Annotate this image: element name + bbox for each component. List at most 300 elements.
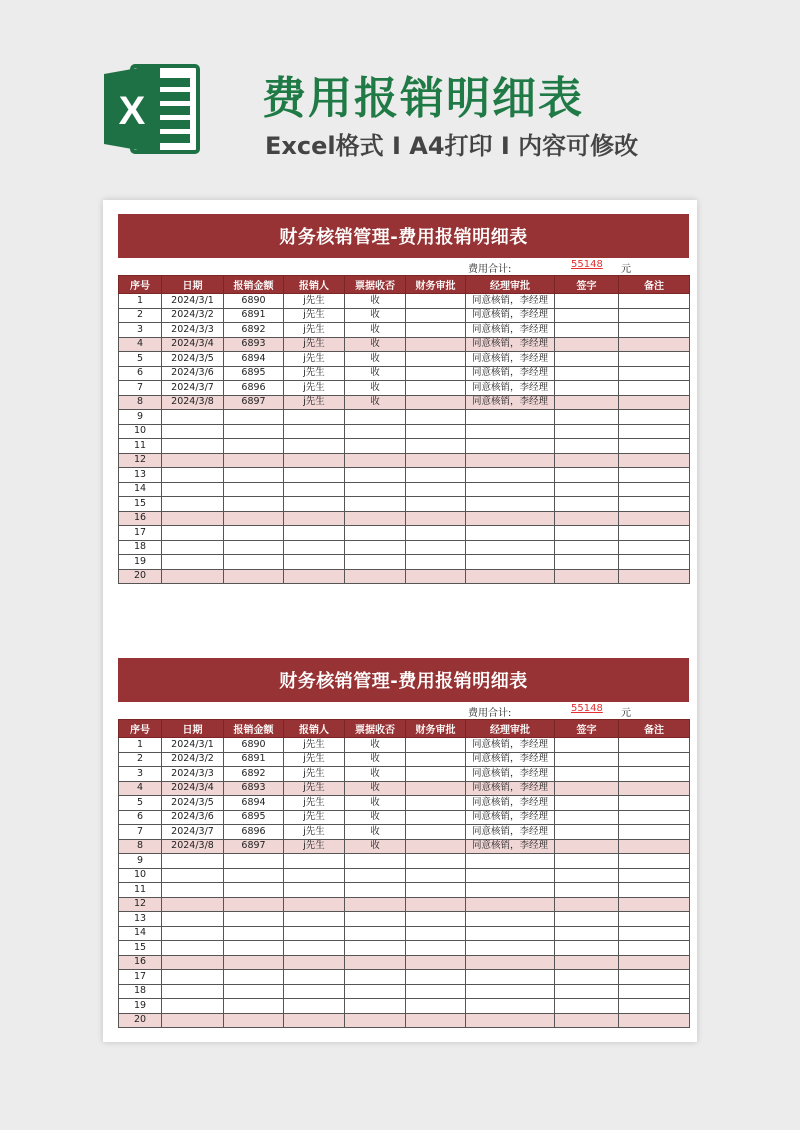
table-cell[interactable] [224, 941, 284, 956]
table-cell[interactable] [555, 555, 619, 570]
table-cell[interactable] [555, 468, 619, 483]
table-cell[interactable]: 收 [345, 337, 406, 352]
table-cell[interactable] [466, 854, 555, 869]
table-cell[interactable] [284, 526, 345, 541]
table-cell[interactable] [555, 752, 619, 767]
table-cell[interactable] [345, 439, 406, 454]
table-cell[interactable]: 2024/3/3 [162, 323, 224, 338]
table-cell[interactable] [619, 883, 690, 898]
table-cell[interactable] [619, 955, 690, 970]
table-cell[interactable] [406, 526, 466, 541]
table-cell[interactable] [284, 482, 345, 497]
table-cell[interactable] [619, 555, 690, 570]
table-cell[interactable] [162, 439, 224, 454]
table-cell[interactable] [345, 941, 406, 956]
table-cell[interactable] [162, 497, 224, 512]
table-cell[interactable] [555, 366, 619, 381]
table-cell[interactable] [345, 970, 406, 985]
table-cell[interactable] [162, 468, 224, 483]
table-cell[interactable] [162, 1013, 224, 1028]
table-cell[interactable] [555, 868, 619, 883]
table-cell[interactable] [224, 555, 284, 570]
table-cell[interactable] [406, 352, 466, 367]
table-cell[interactable]: 2024/3/7 [162, 825, 224, 840]
table-cell[interactable] [619, 825, 690, 840]
table-cell[interactable] [619, 308, 690, 323]
table-cell[interactable] [162, 955, 224, 970]
table-cell[interactable]: j先生 [284, 308, 345, 323]
table-cell[interactable]: 同意核销，李经理 [466, 839, 555, 854]
table-cell[interactable] [284, 912, 345, 927]
table-cell[interactable]: 收 [345, 839, 406, 854]
table-cell[interactable]: j先生 [284, 825, 345, 840]
table-cell[interactable]: 同意核销，李经理 [466, 294, 555, 309]
table-cell[interactable] [284, 424, 345, 439]
table-cell[interactable] [284, 555, 345, 570]
table-cell[interactable]: 同意核销，李经理 [466, 767, 555, 782]
table-cell[interactable]: 同意核销，李经理 [466, 308, 555, 323]
table-cell[interactable] [406, 381, 466, 396]
table-cell[interactable] [224, 439, 284, 454]
table-cell[interactable] [224, 424, 284, 439]
table-cell[interactable] [406, 308, 466, 323]
table-cell[interactable]: 2024/3/8 [162, 395, 224, 410]
table-cell[interactable] [619, 796, 690, 811]
table-cell[interactable] [555, 569, 619, 584]
table-cell[interactable]: 同意核销，李经理 [466, 781, 555, 796]
table-cell[interactable]: 6893 [224, 781, 284, 796]
table-cell[interactable] [555, 897, 619, 912]
table-cell[interactable] [406, 410, 466, 425]
table-cell[interactable] [406, 970, 466, 985]
table-cell[interactable] [555, 352, 619, 367]
table-cell[interactable]: j先生 [284, 294, 345, 309]
table-cell[interactable] [555, 926, 619, 941]
table-cell[interactable]: j先生 [284, 366, 345, 381]
table-cell[interactable]: 同意核销，李经理 [466, 825, 555, 840]
table-cell[interactable] [466, 984, 555, 999]
table-cell[interactable] [619, 294, 690, 309]
table-cell[interactable] [466, 439, 555, 454]
table-cell[interactable]: 6892 [224, 767, 284, 782]
table-cell[interactable] [555, 294, 619, 309]
table-cell[interactable] [466, 424, 555, 439]
table-cell[interactable] [555, 395, 619, 410]
table-cell[interactable] [345, 569, 406, 584]
table-cell[interactable] [406, 294, 466, 309]
table-cell[interactable] [406, 984, 466, 999]
table-cell[interactable] [619, 738, 690, 753]
table-cell[interactable] [345, 926, 406, 941]
table-cell[interactable] [466, 569, 555, 584]
table-cell[interactable] [555, 912, 619, 927]
table-cell[interactable] [406, 767, 466, 782]
table-cell[interactable] [555, 526, 619, 541]
table-cell[interactable] [406, 540, 466, 555]
table-cell[interactable] [345, 555, 406, 570]
table-cell[interactable] [619, 999, 690, 1014]
table-cell[interactable] [555, 1013, 619, 1028]
table-cell[interactable] [284, 897, 345, 912]
table-cell[interactable] [345, 868, 406, 883]
table-cell[interactable] [284, 970, 345, 985]
table-cell[interactable] [619, 912, 690, 927]
table-cell[interactable]: 同意核销，李经理 [466, 323, 555, 338]
table-cell[interactable] [406, 825, 466, 840]
table-cell[interactable] [284, 868, 345, 883]
table-cell[interactable] [162, 926, 224, 941]
table-cell[interactable] [284, 511, 345, 526]
table-cell[interactable] [406, 897, 466, 912]
table-cell[interactable]: j先生 [284, 767, 345, 782]
table-cell[interactable]: 6897 [224, 395, 284, 410]
table-cell[interactable] [619, 926, 690, 941]
table-cell[interactable] [345, 497, 406, 512]
table-cell[interactable] [555, 497, 619, 512]
table-cell[interactable] [555, 984, 619, 999]
table-cell[interactable] [406, 497, 466, 512]
table-cell[interactable] [284, 1013, 345, 1028]
table-cell[interactable]: 收 [345, 381, 406, 396]
table-cell[interactable]: j先生 [284, 796, 345, 811]
table-cell[interactable] [224, 912, 284, 927]
table-cell[interactable]: 6893 [224, 337, 284, 352]
table-cell[interactable] [619, 424, 690, 439]
table-cell[interactable] [284, 941, 345, 956]
table-cell[interactable] [406, 511, 466, 526]
table-cell[interactable] [224, 955, 284, 970]
table-cell[interactable]: j先生 [284, 839, 345, 854]
table-cell[interactable]: 同意核销，李经理 [466, 738, 555, 753]
table-cell[interactable] [555, 955, 619, 970]
table-cell[interactable] [224, 999, 284, 1014]
table-cell[interactable] [466, 955, 555, 970]
table-cell[interactable]: j先生 [284, 323, 345, 338]
table-cell[interactable] [284, 497, 345, 512]
table-cell[interactable] [619, 854, 690, 869]
table-cell[interactable] [162, 410, 224, 425]
table-cell[interactable]: 同意核销，李经理 [466, 796, 555, 811]
table-cell[interactable] [345, 854, 406, 869]
table-cell[interactable]: j先生 [284, 352, 345, 367]
table-cell[interactable] [224, 497, 284, 512]
table-cell[interactable] [555, 439, 619, 454]
table-cell[interactable] [162, 555, 224, 570]
table-cell[interactable] [224, 883, 284, 898]
table-cell[interactable] [284, 453, 345, 468]
table-cell[interactable]: 收 [345, 738, 406, 753]
table-cell[interactable]: 6891 [224, 752, 284, 767]
table-cell[interactable] [284, 999, 345, 1014]
table-cell[interactable] [162, 999, 224, 1014]
table-cell[interactable] [619, 970, 690, 985]
table-cell[interactable] [406, 912, 466, 927]
table-cell[interactable] [224, 926, 284, 941]
table-cell[interactable]: 2024/3/8 [162, 839, 224, 854]
table-cell[interactable] [406, 366, 466, 381]
table-cell[interactable] [406, 555, 466, 570]
table-cell[interactable] [345, 1013, 406, 1028]
table-cell[interactable] [619, 897, 690, 912]
table-cell[interactable]: 6894 [224, 352, 284, 367]
table-cell[interactable]: 收 [345, 767, 406, 782]
table-cell[interactable] [466, 555, 555, 570]
table-cell[interactable] [619, 366, 690, 381]
table-cell[interactable] [466, 526, 555, 541]
table-cell[interactable] [555, 854, 619, 869]
table-cell[interactable] [345, 526, 406, 541]
table-cell[interactable] [162, 912, 224, 927]
table-cell[interactable]: 2024/3/6 [162, 366, 224, 381]
table-cell[interactable] [555, 323, 619, 338]
total-value[interactable]: 55148 [571, 259, 603, 270]
table-cell[interactable] [406, 482, 466, 497]
table-cell[interactable] [619, 526, 690, 541]
table-cell[interactable] [345, 984, 406, 999]
table-cell[interactable]: 2024/3/4 [162, 781, 224, 796]
table-cell[interactable] [284, 854, 345, 869]
table-cell[interactable] [345, 410, 406, 425]
table-cell[interactable] [224, 897, 284, 912]
table-cell[interactable] [406, 752, 466, 767]
table-cell[interactable] [619, 439, 690, 454]
table-cell[interactable] [224, 526, 284, 541]
table-cell[interactable]: 收 [345, 825, 406, 840]
table-cell[interactable]: 2024/3/2 [162, 752, 224, 767]
table-cell[interactable] [619, 381, 690, 396]
table-cell[interactable]: 收 [345, 796, 406, 811]
table-cell[interactable] [619, 468, 690, 483]
table-cell[interactable] [224, 482, 284, 497]
table-cell[interactable]: 同意核销，李经理 [466, 352, 555, 367]
table-cell[interactable] [466, 912, 555, 927]
table-cell[interactable] [619, 941, 690, 956]
table-cell[interactable]: 6891 [224, 308, 284, 323]
table-cell[interactable]: 收 [345, 294, 406, 309]
table-cell[interactable] [555, 941, 619, 956]
table-cell[interactable] [284, 955, 345, 970]
table-cell[interactable]: 2024/3/2 [162, 308, 224, 323]
table-cell[interactable] [284, 540, 345, 555]
table-cell[interactable] [555, 453, 619, 468]
table-cell[interactable] [619, 511, 690, 526]
table-cell[interactable] [619, 810, 690, 825]
table-cell[interactable] [345, 453, 406, 468]
table-cell[interactable]: 6890 [224, 738, 284, 753]
table-cell[interactable] [406, 323, 466, 338]
table-cell[interactable]: j先生 [284, 337, 345, 352]
table-cell[interactable] [284, 439, 345, 454]
table-cell[interactable] [619, 839, 690, 854]
table-cell[interactable] [619, 781, 690, 796]
table-cell[interactable] [284, 468, 345, 483]
table-cell[interactable] [224, 984, 284, 999]
table-cell[interactable] [162, 526, 224, 541]
table-cell[interactable] [406, 810, 466, 825]
table-cell[interactable] [284, 569, 345, 584]
table-cell[interactable]: j先生 [284, 752, 345, 767]
table-cell[interactable]: 同意核销，李经理 [466, 810, 555, 825]
table-cell[interactable] [619, 767, 690, 782]
table-cell[interactable] [345, 912, 406, 927]
table-cell[interactable] [555, 825, 619, 840]
table-cell[interactable] [162, 984, 224, 999]
table-cell[interactable] [406, 439, 466, 454]
table-cell[interactable] [406, 926, 466, 941]
table-cell[interactable] [466, 453, 555, 468]
table-cell[interactable] [345, 955, 406, 970]
table-cell[interactable] [345, 482, 406, 497]
table-cell[interactable] [466, 540, 555, 555]
table-cell[interactable] [619, 410, 690, 425]
table-cell[interactable] [406, 955, 466, 970]
table-cell[interactable] [555, 883, 619, 898]
table-cell[interactable] [619, 482, 690, 497]
table-cell[interactable] [224, 868, 284, 883]
table-cell[interactable] [224, 410, 284, 425]
table-cell[interactable] [466, 410, 555, 425]
table-cell[interactable] [162, 941, 224, 956]
table-cell[interactable]: 2024/3/3 [162, 767, 224, 782]
table-cell[interactable]: j先生 [284, 781, 345, 796]
table-cell[interactable] [406, 453, 466, 468]
table-cell[interactable] [619, 323, 690, 338]
table-cell[interactable] [555, 781, 619, 796]
table-cell[interactable] [345, 883, 406, 898]
table-cell[interactable] [162, 453, 224, 468]
table-cell[interactable]: j先生 [284, 810, 345, 825]
table-cell[interactable] [162, 897, 224, 912]
table-cell[interactable]: 收 [345, 323, 406, 338]
table-cell[interactable] [466, 1013, 555, 1028]
table-cell[interactable] [555, 337, 619, 352]
table-cell[interactable] [406, 941, 466, 956]
table-cell[interactable] [555, 410, 619, 425]
table-cell[interactable] [619, 352, 690, 367]
table-cell[interactable] [619, 337, 690, 352]
table-cell[interactable]: j先生 [284, 395, 345, 410]
table-cell[interactable] [555, 767, 619, 782]
table-cell[interactable] [619, 752, 690, 767]
table-cell[interactable]: j先生 [284, 381, 345, 396]
table-cell[interactable] [619, 868, 690, 883]
table-cell[interactable] [619, 569, 690, 584]
table-cell[interactable]: 收 [345, 395, 406, 410]
table-cell[interactable]: 6897 [224, 839, 284, 854]
table-cell[interactable] [555, 738, 619, 753]
table-cell[interactable] [406, 337, 466, 352]
total-value[interactable]: 55148 [571, 703, 603, 714]
table-cell[interactable]: 6894 [224, 796, 284, 811]
table-cell[interactable] [224, 854, 284, 869]
table-cell[interactable] [555, 511, 619, 526]
table-cell[interactable] [224, 453, 284, 468]
table-cell[interactable] [224, 1013, 284, 1028]
table-cell[interactable] [345, 540, 406, 555]
table-cell[interactable] [406, 781, 466, 796]
table-cell[interactable] [406, 839, 466, 854]
table-cell[interactable] [466, 883, 555, 898]
table-cell[interactable] [284, 883, 345, 898]
table-cell[interactable] [162, 569, 224, 584]
table-cell[interactable] [162, 854, 224, 869]
table-cell[interactable] [224, 970, 284, 985]
table-cell[interactable]: 6892 [224, 323, 284, 338]
table-cell[interactable] [555, 810, 619, 825]
table-cell[interactable] [466, 941, 555, 956]
table-cell[interactable] [555, 839, 619, 854]
table-cell[interactable] [406, 468, 466, 483]
table-cell[interactable] [345, 511, 406, 526]
table-cell[interactable]: 收 [345, 352, 406, 367]
table-cell[interactable] [466, 999, 555, 1014]
table-cell[interactable] [224, 511, 284, 526]
table-cell[interactable]: 2024/3/5 [162, 796, 224, 811]
table-cell[interactable] [284, 984, 345, 999]
table-cell[interactable] [345, 468, 406, 483]
table-cell[interactable]: 6890 [224, 294, 284, 309]
table-cell[interactable] [224, 468, 284, 483]
table-cell[interactable]: 2024/3/5 [162, 352, 224, 367]
table-cell[interactable] [466, 868, 555, 883]
table-cell[interactable] [162, 482, 224, 497]
table-cell[interactable] [345, 424, 406, 439]
table-cell[interactable]: 收 [345, 810, 406, 825]
table-cell[interactable] [284, 926, 345, 941]
table-cell[interactable] [345, 999, 406, 1014]
table-cell[interactable] [555, 381, 619, 396]
table-cell[interactable]: 收 [345, 781, 406, 796]
table-cell[interactable]: 同意核销，李经理 [466, 337, 555, 352]
table-cell[interactable]: 2024/3/4 [162, 337, 224, 352]
table-cell[interactable]: 6895 [224, 366, 284, 381]
table-cell[interactable] [162, 540, 224, 555]
table-cell[interactable] [406, 883, 466, 898]
table-cell[interactable] [555, 424, 619, 439]
table-cell[interactable]: j先生 [284, 738, 345, 753]
table-cell[interactable] [619, 453, 690, 468]
table-cell[interactable] [406, 569, 466, 584]
table-cell[interactable] [466, 497, 555, 512]
table-cell[interactable]: 收 [345, 366, 406, 381]
table-cell[interactable] [555, 540, 619, 555]
table-cell[interactable] [466, 511, 555, 526]
table-cell[interactable]: 2024/3/6 [162, 810, 224, 825]
table-cell[interactable] [162, 511, 224, 526]
table-cell[interactable] [466, 926, 555, 941]
table-cell[interactable]: 同意核销，李经理 [466, 381, 555, 396]
table-cell[interactable]: 2024/3/1 [162, 738, 224, 753]
table-cell[interactable] [619, 984, 690, 999]
table-cell[interactable] [224, 540, 284, 555]
table-cell[interactable]: 6896 [224, 825, 284, 840]
table-cell[interactable]: 2024/3/1 [162, 294, 224, 309]
table-cell[interactable]: 6895 [224, 810, 284, 825]
table-cell[interactable] [162, 424, 224, 439]
table-cell[interactable] [466, 897, 555, 912]
table-cell[interactable] [284, 410, 345, 425]
table-cell[interactable] [406, 395, 466, 410]
table-cell[interactable] [406, 854, 466, 869]
table-cell[interactable] [555, 970, 619, 985]
table-cell[interactable]: 收 [345, 752, 406, 767]
table-cell[interactable]: 2024/3/7 [162, 381, 224, 396]
table-cell[interactable] [406, 999, 466, 1014]
table-cell[interactable] [406, 738, 466, 753]
table-cell[interactable] [224, 569, 284, 584]
table-cell[interactable] [406, 424, 466, 439]
table-cell[interactable] [619, 497, 690, 512]
